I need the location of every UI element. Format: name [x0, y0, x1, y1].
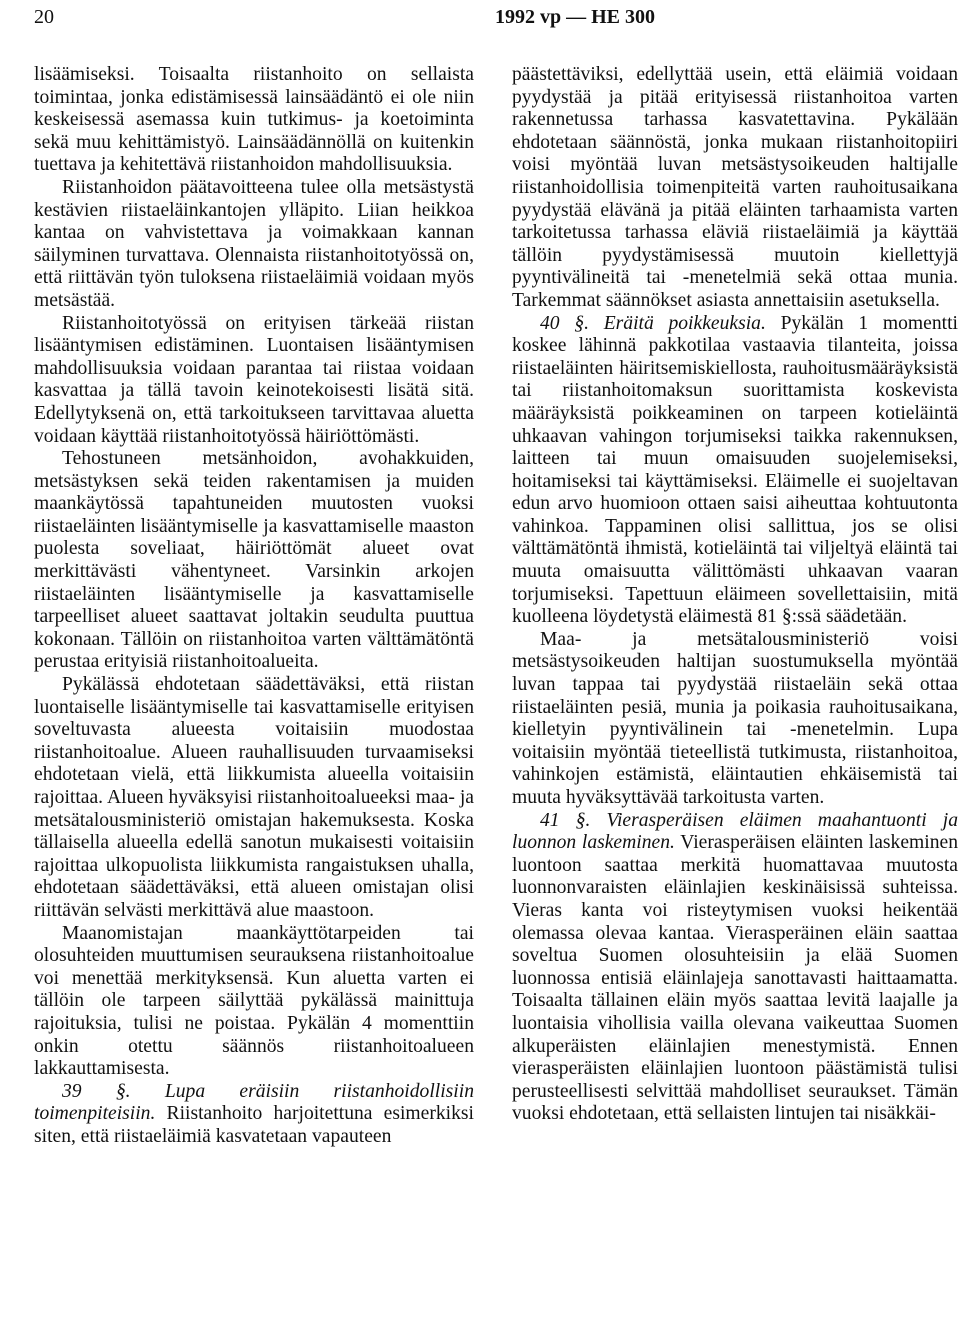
section-title: 40 §. Eräitä poikkeuksia. — [540, 312, 766, 334]
paragraph: Riistanhoidon päätavoitteena tulee olla metsästystä kestävien riistaeläinkantojen ylläpito. Liian heikkoa kantaa on vahvistettava ja voimakkaan kannan säilyminen turvattava. Olennaista riistanhoitotyössä on, että riittävän työn tuloksena riistaeläimiä voidaan myös metsästää. — [34, 176, 474, 311]
right-column — [512, 64, 958, 1328]
section-text: Riistanhoito harjoitettuna esimerkiksi siten, että riistaeläimiä kasvatetaan vapauteen — [34, 1103, 474, 1147]
section-paragraph — [512, 313, 958, 629]
left-column — [34, 64, 474, 1328]
section-paragraph — [34, 1081, 474, 1149]
paragraph: Maa- ja metsätalousministeriö voisi metsästysoikeuden haltijan suostumuksella myöntää luvan tappaa tai pyydystää riistaeläin sekä ottaa riistaeläinten pesiä, munia ja poikasia rauhoitusaikana, kielletyin pyyntivälinein tai -menetelmin. Lupa voitaisiin myöntää tieteellistä tutkimusta, riistanhoitoa, vahinkojen estämistä, eläintautien ehkäisemistä tai muuta hyväksyttävää tarkoitusta varten. — [512, 628, 958, 808]
running-title: 1992 vp — HE 300 — [494, 6, 656, 28]
paragraph: Tehostuneen metsänhoidon, avohakkuiden, metsästyksen sekä teiden rakentamisen ja muiden maankäytössä tapahtuneiden muutosten vuoksi riistaeläinten lisääntymiselle ja kasvattamiselle maaston puolesta soveliaat, häiriöttömät alueet ovat merkittävästi vähentyneet. Varsinkin arkojen riistaeläinten lisääntymiselle ja kasvattamiselle tarpeelliset alueet saattavat joltakin seudulta puuttua kokonaan. Tällöin on riistanhoitoa varten välttämätöntä perustaa erityisiä riistanhoitoalueita. — [34, 448, 474, 673]
page-number: 20 — [34, 6, 54, 28]
section-paragraph — [512, 810, 958, 1126]
section-text: Vierasperäisen eläinten laskeminen luontoon saattaa merkitä huomattavaa muutosta luonnonvaraisten eläinlajien keskinäisissä suhteissa. Vieras kanta voi risteytymisen vuoksi heikentää olemassa olevaa kantaa. Vierasperäinen eläin saattaa soveltua Suomen olosuhteisiin ja elää Suomen luonnossa entisiä eläinlajeja sanottavasti haittaamatta. Toisaalta tällainen eläin myös saattaa levitä laajalle ja luontaisia vihollisia vailla olevana vaikeuttaa Suomen alkuperäisten eläinlajien menestymistä. Ennen vierasperäisten eläinlajien luontoon päästämistä tulisi perusteellisesti selvittää mahdolliset seuraukset. Tämän vuoksi ehdotetaan, että sellaisten lintujen tai nisäkkäi- — [512, 832, 958, 1125]
paragraph: Maanomistajan maankäyttötarpeiden tai olosuhteiden muuttumisen seurauksena riistanhoitoalue voi menettää merkityksensä. Kun aluetta varten ei tällöin ole tarpeen säilyttää pykälässä mainittuja rajoituksia, tulisi ne poistaa. Pykälän 4 momenttiin onkin otettu säännös riistanhoitoalueen lakkauttamisesta. — [34, 922, 474, 1080]
paragraph: lisäämiseksi. Toisaalta riistanhoito on sellaista toimintaa, jonka edistämisessä lainsäädäntö ei ole niin keskeisessä asemassa kuin tutkimus- ja koetoiminta sekä muu kehittämistyö. Lainsäädännöllä on kuitenkin tuettava ja kehitettävä riistanhoidon mahdollisuuksia. — [34, 64, 474, 176]
section-text: Pykälän 1 momentti koskee lähinnä pakkotilaa vastaavia tilanteita, joissa riistaeläinten häiritsemiskiellosta, rauhoitusmääräyksistä tai riistanhoitomaksun suorittamista koskevista määräyksistä poikkeaminen on tarpeen kotieläintä uhkaavan vahingon torjumiseksi taikka rakennuksen, laitteen tai muun omaisuuden suojelemiseksi, hoitamiseksi tai käyttämiseksi. Eläimelle ei suojeltavan edun arvo huomioon ottaen saisi aiheuttaa kohtuutonta vahinkoa. Tappaminen olisi sallittua, jos se olisi välttämätöntä ihmistä, kotieläintä tai viljeltyä eläintä tai muuta omaisuutta välittömästi uhkaavan vaaran torjumiseksi. Tapettuun eläimeen sovellettaisiin, mitä kuolleena löydetystä eläimestä 81 §:ssä säädetään. — [512, 312, 958, 628]
paragraph: päästettäviksi, edellyttää usein, että eläimiä voidaan pyydystää ja pitää erityisessä riistanhoitoa varten rakennetussa tarhassa kasvatettavina. Pykälään ehdotetaan säännöstä, jonka mukaan riistanhoitopiiri voisi myöntää luvan metsästysoikeuden haltijalle riistanhoidollisia toimenpiteitä varten rauhoitusaikana pyydystää elävänä ja pitää eläinten tarhaamista varten tarkoitetussa tarhassa eläviä riistaeläimiä ja käyttää tällöin pyydystämisessä muutoin kiellettyjä pyyntivälineitä tai -menetelmiä sekä ottaa munia. Tarkemmat säännökset asiasta annettaisiin asetuksella. — [512, 64, 958, 311]
paragraph: Riistanhoitotyössä on erityisen tärkeää riistan lisääntymisen edistäminen. Luontaisen lisääntymisen mahdollisuuksia voidaan parantaa tai riistaa voidaan kasvattaa ja tällä tavoin keinotekoisesti lisätä sitä. Edellytyksenä on, että tarkoitukseen tarvittavaa aluetta voidaan käyttää riistanhoitotyössä häiriöttömästi. — [34, 312, 474, 447]
page-header — [34, 4, 946, 30]
paragraph: Pykälässä ehdotetaan säädettäväksi, että riistan luontaiselle lisääntymiselle tai kasvattamiselle erityisen soveltuvasta alueesta voitaisiin muodostaa riistanhoitoalue. Alueen rauhallisuuden turvaamiseksi ehdotetaan vielä, että liikkumista alueella voitaisiin rajoittaa. Alueen hyväksyisi riistanhoitoalueeksi maa- ja metsätalousministeriö omistajan hakemuksesta. Koska tällaisella alueella edellä sanotun mukaisesti voitaisiin rajoittaa ulkopuolista liikkumista rangaistuksen uhalla, ehdotetaan säädettäväksi, että alueen omistajan olisi riittävän selvästi merkittävä alue maastoon. — [34, 674, 474, 921]
section-title: 41 §. Vierasperäisen eläimen maahantuonti ja luonnon laskeminen. — [512, 809, 958, 854]
section-title: 39 §. Lupa eräisiin riistanhoidollisiin toimenpiteisiin. — [34, 1080, 474, 1125]
